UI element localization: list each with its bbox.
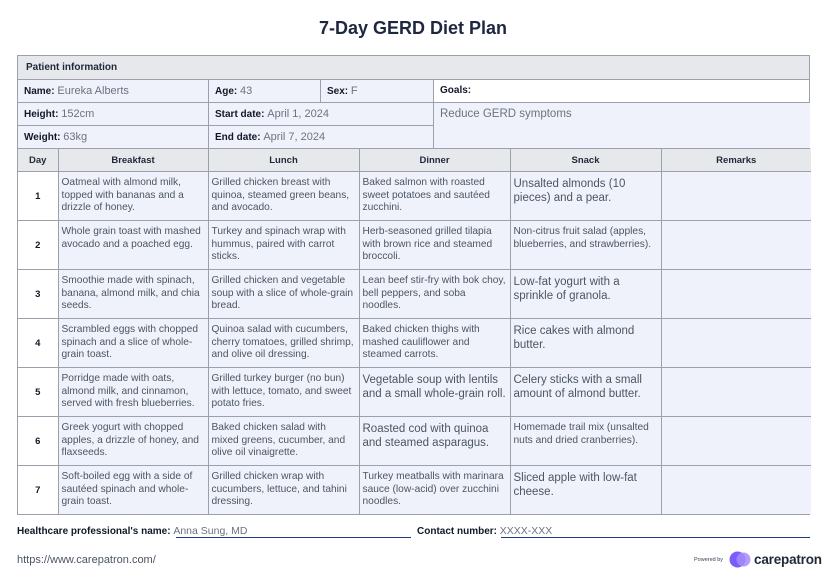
contact-underline bbox=[501, 537, 810, 538]
lunch-cell[interactable]: Baked chicken salad with mixed greens, cucumber, and olive oil vinaigrette. bbox=[208, 417, 359, 466]
table-row bbox=[18, 172, 811, 221]
remarks-cell[interactable] bbox=[661, 172, 811, 221]
day-number: 2 bbox=[18, 221, 58, 270]
name-value: Eureka Alberts bbox=[57, 85, 129, 97]
carepatron-logo-icon bbox=[729, 551, 751, 568]
table-row bbox=[18, 417, 811, 466]
table-row bbox=[18, 466, 811, 515]
lunch-cell[interactable]: Quinoa salad with cucumbers, cherry tomatoes, grilled shrimp, and olive oil dressing. bbox=[208, 319, 359, 368]
breakfast-cell[interactable]: Smoothie made with spinach, banana, almond milk, and chia seeds. bbox=[58, 270, 208, 319]
column-header-breakfast: Breakfast bbox=[58, 149, 208, 172]
table-row bbox=[18, 270, 811, 319]
table-row bbox=[18, 319, 811, 368]
breakfast-cell[interactable]: Greek yogurt with chopped apples, a drizzle of honey, and flaxseeds. bbox=[58, 417, 208, 466]
meal-plan-table bbox=[18, 149, 811, 514]
lunch-cell[interactable]: Turkey and spinach wrap with hummus, paired with carrot sticks. bbox=[208, 221, 359, 270]
day-number: 4 bbox=[18, 319, 58, 368]
weight-value: 63kg bbox=[63, 131, 88, 143]
end-date-value: April 7, 2024 bbox=[263, 131, 326, 143]
height-field[interactable]: Height: 152cm bbox=[18, 103, 209, 126]
breakfast-cell[interactable]: Soft-boiled egg with a side of sautéed spinach and whole-grain toast. bbox=[58, 466, 208, 515]
goals-field[interactable]: Reduce GERD symptoms bbox=[434, 103, 810, 149]
page-title: 7-Day GERD Diet Plan bbox=[318, 18, 508, 38]
hp-label: Healthcare professional's name: bbox=[17, 526, 171, 537]
day-number: 6 bbox=[18, 417, 58, 466]
snack-cell[interactable]: Low-fat yogurt with a sprinkle of granola. bbox=[510, 270, 661, 319]
contact-label: Contact number: bbox=[417, 526, 497, 537]
column-header-remarks: Remarks bbox=[661, 149, 811, 172]
sex-field[interactable]: Sex: F bbox=[321, 80, 434, 103]
contact-number-field[interactable] bbox=[417, 525, 552, 537]
healthcare-professional-field[interactable] bbox=[17, 525, 247, 537]
start-date-value: April 1, 2024 bbox=[267, 108, 329, 120]
column-header-snack: Snack bbox=[510, 149, 661, 172]
dinner-cell[interactable]: Baked salmon with roasted sweet potatoes and sautéed zucchini. bbox=[359, 172, 510, 221]
lunch-cell[interactable]: Grilled chicken wrap with cucumbers, lettuce, and tahini dressing. bbox=[208, 466, 359, 515]
remarks-cell[interactable] bbox=[661, 466, 811, 515]
age-field[interactable]: Age: 43 bbox=[209, 80, 321, 103]
snack-cell[interactable]: Celery sticks with a small amount of almond butter. bbox=[510, 368, 661, 417]
dinner-cell[interactable]: Roasted cod with quinoa and steamed asparagus. bbox=[359, 417, 510, 466]
start-date-field[interactable]: Start date: April 1, 2024 bbox=[209, 103, 434, 126]
dinner-cell[interactable]: Vegetable soup with lentils and a small whole-grain roll. bbox=[359, 368, 510, 417]
snack-cell[interactable]: Homemade trail mix (unsalted nuts and dried cranberries). bbox=[510, 417, 661, 466]
breakfast-cell[interactable]: Oatmeal with almond milk, topped with bananas and a drizzle of honey. bbox=[58, 172, 208, 221]
breakfast-cell[interactable]: Porridge made with oats, almond milk, and cinnamon, served with fresh blueberries. bbox=[58, 368, 208, 417]
age-value: 43 bbox=[240, 85, 253, 97]
day-number: 5 bbox=[18, 368, 58, 417]
lunch-cell[interactable]: Grilled turkey burger (no bun) with lettuce, tomato, and sweet potato fries. bbox=[208, 368, 359, 417]
patient-info-grid bbox=[18, 80, 809, 149]
remarks-cell[interactable] bbox=[661, 417, 811, 466]
day-number: 1 bbox=[18, 172, 58, 221]
remarks-cell[interactable] bbox=[661, 270, 811, 319]
name-field[interactable]: Name: Eureka Alberts bbox=[18, 80, 209, 103]
dinner-cell[interactable]: Lean beef stir-fry with bok choy, bell peppers, and soba noodles. bbox=[359, 270, 510, 319]
powered-by-carepatron bbox=[694, 551, 822, 568]
breakfast-cell[interactable]: Scrambled eggs with chopped spinach and a slice of whole-grain toast. bbox=[58, 319, 208, 368]
day-number: 3 bbox=[18, 270, 58, 319]
remarks-cell[interactable] bbox=[661, 368, 811, 417]
sex-value: F bbox=[350, 85, 358, 97]
lunch-cell[interactable]: Grilled chicken and vegetable soup with a slice of whole-grain bread. bbox=[208, 270, 359, 319]
lunch-cell[interactable]: Grilled chicken breast with quinoa, steamed green beans, and avocado. bbox=[208, 172, 359, 221]
goals-label: Goals: bbox=[434, 80, 810, 103]
brand-name: carepatron bbox=[754, 552, 822, 567]
patient-info-header: Patient information bbox=[18, 56, 809, 80]
breakfast-cell[interactable]: Whole grain toast with mashed avocado and a poached egg. bbox=[58, 221, 208, 270]
snack-cell[interactable]: Unsalted almonds (10 pieces) and a pear. bbox=[510, 172, 661, 221]
powered-by-text: Powered by bbox=[694, 556, 724, 563]
hp-name-value: Anna Sung, MD bbox=[173, 525, 248, 537]
remarks-cell[interactable] bbox=[661, 319, 811, 368]
contact-value: XXXX-XXX bbox=[499, 525, 553, 537]
snack-cell[interactable]: Rice cakes with almond butter. bbox=[510, 319, 661, 368]
remarks-cell[interactable] bbox=[661, 221, 811, 270]
dinner-cell[interactable]: Herb-seasoned grilled tilapia with brown rice and steamed broccoli. bbox=[359, 221, 510, 270]
table-row bbox=[18, 221, 811, 270]
column-header-day: Day bbox=[18, 149, 58, 172]
column-header-lunch: Lunch bbox=[208, 149, 359, 172]
snack-cell[interactable]: Non-citrus fruit salad (apples, blueberries, and strawberries). bbox=[510, 221, 661, 270]
column-header-dinner: Dinner bbox=[359, 149, 510, 172]
carepatron-url-link[interactable]: https://www.carepatron.com/ bbox=[17, 554, 156, 566]
height-value: 152cm bbox=[61, 108, 95, 120]
hp-underline bbox=[176, 537, 411, 538]
dinner-cell[interactable]: Turkey meatballs with marinara sauce (low-acid) over zucchini noodles. bbox=[359, 466, 510, 515]
day-number: 7 bbox=[18, 466, 58, 515]
table-row bbox=[18, 368, 811, 417]
weight-field[interactable]: Weight: 63kg bbox=[18, 126, 209, 149]
end-date-field[interactable]: End date: April 7, 2024 bbox=[209, 126, 434, 149]
diet-plan-form bbox=[17, 55, 810, 515]
table-header-row bbox=[18, 149, 811, 172]
snack-cell[interactable]: Sliced apple with low-fat cheese. bbox=[510, 466, 661, 515]
dinner-cell[interactable]: Baked chicken thighs with mashed cauliflower and steamed carrots. bbox=[359, 319, 510, 368]
